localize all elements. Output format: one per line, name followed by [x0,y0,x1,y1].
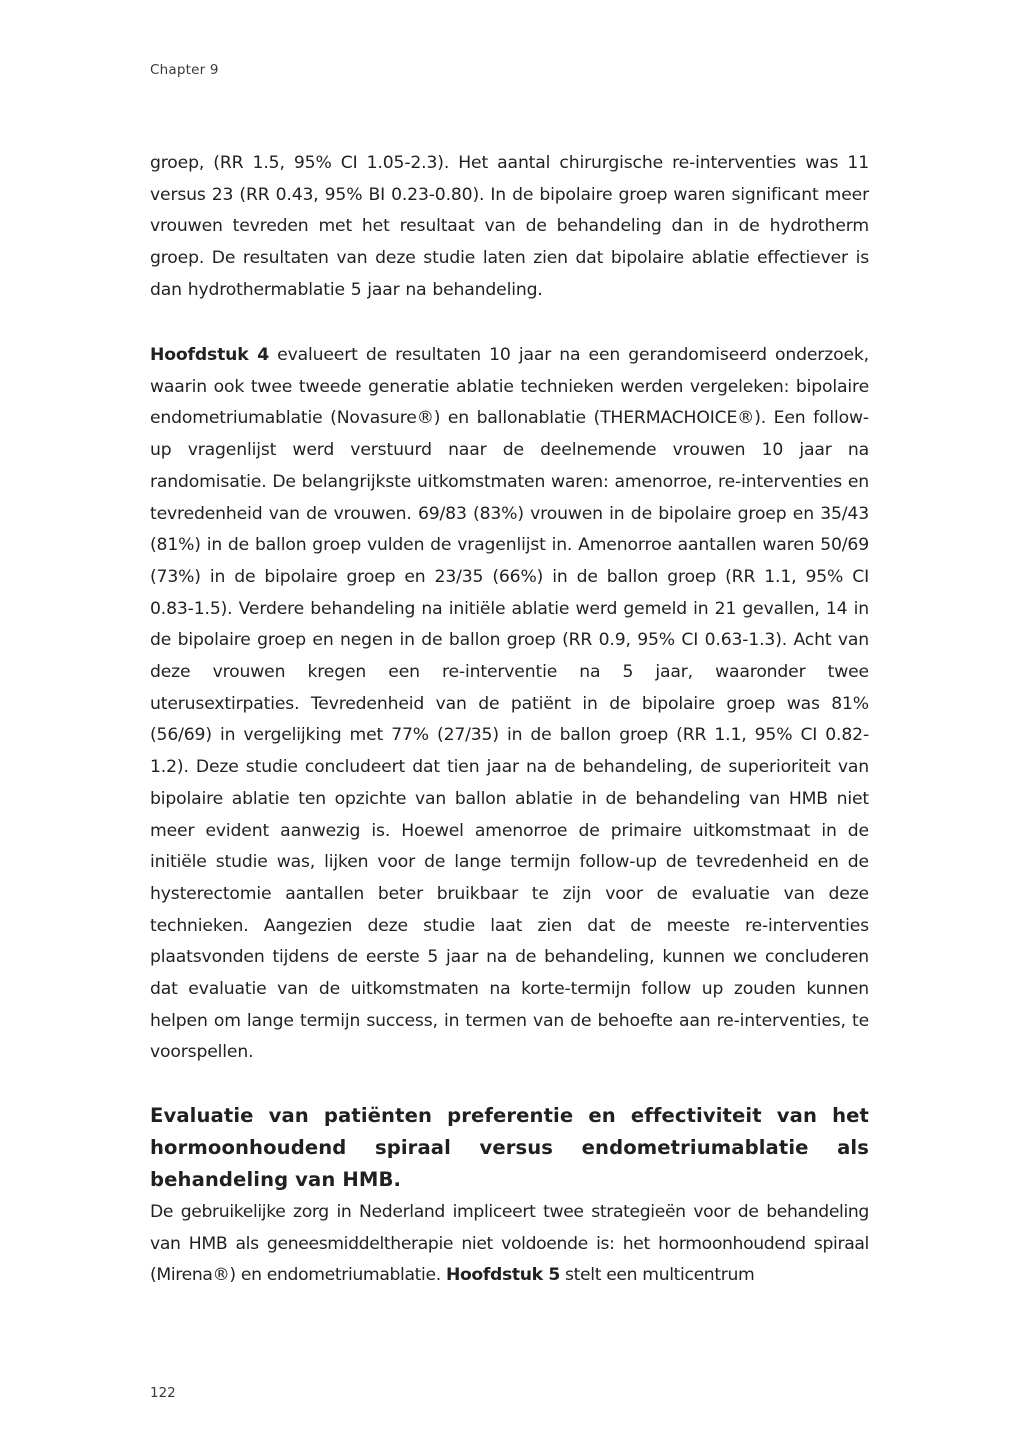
paragraph-body: evalueert de resultaten 10 jaar na een gerandomiseerd onderzoek, waarin ook twee tweede generatie ablatie technieken werden vergeleken: bipolaire endometriumablatie (Novasure®) en ballonablatie (THERMACHOICE®). Een follow-up vragenlijst werd verstuurd naar de deelnemende vrouwen 10 jaar na randomisatie. De belangrijkste uitkomstmaten waren: amenorroe, re-interventies en tevredenheid van de vrouwen. 69/83 (83%) vrouwen in de bipolaire groep en 35/43 (81%) in de ballon groep vulden de vragenlijst in. Amenorroe aantallen waren 50/69 (73%) in de bipolaire groep en 23/35 (66%) in de ballon groep (RR 1.1, 95% CI 0.83-1.5). Verdere behandeling na initiële ablatie werd gemeld in 21 gevallen, 14 in de bipolaire groep en negen in de ballon groep (RR 0.9, 95% CI 0.63-1.3). Acht van deze vrouwen kregen een re-interventie na 5 jaar, waaronder twee uterusextirpaties. Tevredenheid van de patiënt in de bipolaire groep was 81% (56/69) in vergelijking met 77% (27/35) in de ballon groep (RR 1.1, 95% CI 0.82-1.2). Deze studie concludeert dat tien jaar na de behandeling, de superioriteit van bipolaire ablatie ten opzichte van ballon ablatie in de behandeling van HMB niet meer evident aanwezig is. Hoewel amenorroe de primaire uitkomstmaat in de initiële studie was, lijken voor de lange termijn follow-up de tevredenheid en de hysterectomie aantallen beter bruikbaar te zijn voor de evaluatie van deze technieken. Aangezien deze studie laat zien dat de meeste re-interventies plaatsvonden tijdens de eerste 5 jaar na de behandeling, kunnen we concluderen dat evaluatie van de uitkomstmaten na korte-termijn follow up zouden kunnen helpen om lange termijn success, in termen van de behoefte aan re-interventies, te voorspellen. [150,345,869,1063]
paragraph-chapter-5-intro [150,1197,869,1292]
chapter-reference-bold: Hoofdstuk 4 [150,345,270,365]
section-heading: Evaluatie van patiënten preferentie en effectiviteit van het hormoonhoudend spiraal versus endometriumablatie als behandeling van HMB. [150,1104,869,1191]
chapter-reference-bold: Hoofdstuk 5 [445,1265,560,1286]
paragraph-body-end: stelt een multicentrum [559,1265,755,1286]
running-header: Chapter 9 [150,62,219,78]
page-number: 122 [150,1385,176,1401]
paragraph-body: De gebruikelijke zorg in Nederland impliceert twee strategieën voor de behandeling van HMB als geneesmiddeltherapie niet voldoende is: het hormoonhoudend spiraal (Mirena®) en endometriumablatie. [150,1202,869,1286]
paragraph-chapter-4-summary [150,340,869,1069]
paragraph-chapter-3-summary-end: groep, (RR 1.5, 95% CI 1.05-2.3). Het aantal chirurgische re-interventies was 11 versus 23 (RR 0.43, 95% BI 0.23-0.80). In de bipolaire groep waren significant meer vrouwen tevreden met het resultaat van de behandeling dan in de hydrotherm groep. De resultaten van deze studie laten zien dat bipolaire ablatie effectiever is dan hydrothermablatie 5 jaar na behandeling. [150,153,869,300]
